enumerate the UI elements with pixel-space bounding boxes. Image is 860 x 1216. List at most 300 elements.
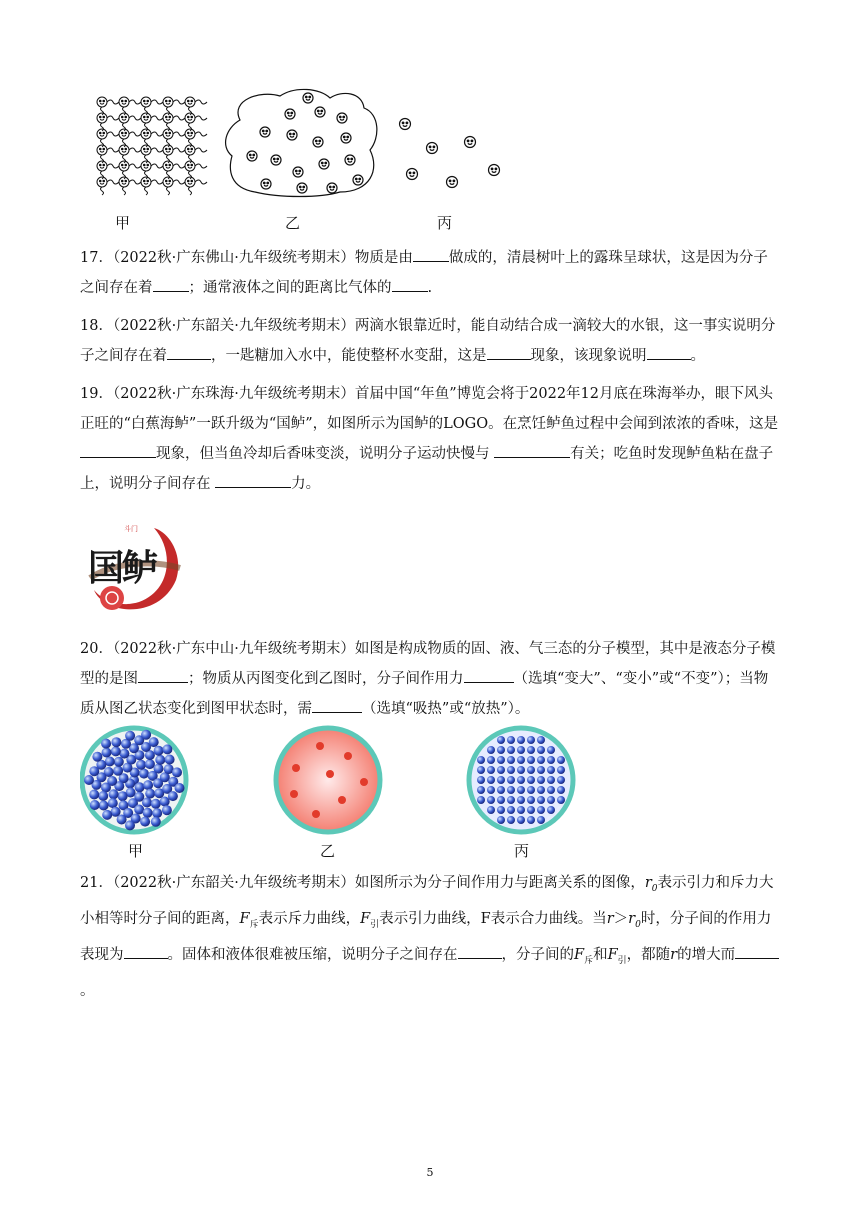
eye bbox=[125, 148, 127, 150]
question-19: 19．（2022秋·广东珠海·九年级统考期末）首届中国“年鱼”博览会将于2022年12月底在珠海举办，眼下风头正旺的“白蕉海鲈”一跃升级为“国鲈”，如图所示为国鲈的LOGO。在烹饪鲈鱼过程中会闻到浓浓的香味，这是 现象，但当鱼冷却后香味变淡，说明分子运动快慢与 有关；吃鱼时发现鲈鱼粘在盘子上，说明分子间存在 力。 bbox=[80, 386, 779, 492]
solid-molecule bbox=[497, 766, 505, 774]
liquid-molecule bbox=[90, 800, 100, 810]
bond-line bbox=[129, 100, 141, 104]
bond-line bbox=[195, 100, 207, 104]
mouth bbox=[410, 175, 414, 176]
liquid-molecule bbox=[154, 746, 164, 756]
molecule-face bbox=[489, 165, 500, 176]
eye bbox=[147, 148, 149, 150]
answer-blank[interactable] bbox=[167, 343, 211, 360]
liquid-molecule bbox=[125, 731, 135, 741]
eye bbox=[147, 100, 149, 102]
liquid-molecule bbox=[99, 801, 109, 811]
eye bbox=[99, 180, 101, 182]
bond-line bbox=[173, 100, 185, 104]
figure-label-jia: 甲 bbox=[115, 214, 131, 232]
molecule-face bbox=[341, 133, 351, 143]
question-source: 17．（2022秋·广东佛山·九年级统考期末） bbox=[80, 250, 355, 266]
eye bbox=[165, 148, 167, 150]
answer-blank[interactable] bbox=[153, 275, 189, 292]
solid-molecule bbox=[537, 736, 545, 744]
gas-molecule bbox=[338, 796, 346, 804]
solid-molecule bbox=[557, 766, 565, 774]
eye bbox=[165, 132, 167, 134]
solid-molecule bbox=[497, 756, 505, 764]
solid-molecule bbox=[547, 806, 555, 814]
solid-molecule bbox=[507, 786, 515, 794]
mouth bbox=[188, 103, 192, 104]
liquid-molecule bbox=[89, 790, 99, 800]
mouth bbox=[144, 103, 148, 104]
mouth bbox=[122, 151, 126, 152]
eye bbox=[143, 132, 145, 134]
bond-line bbox=[107, 148, 119, 152]
molecule-face bbox=[465, 137, 476, 148]
mouth bbox=[100, 135, 104, 136]
eye bbox=[169, 132, 171, 134]
molecule-face bbox=[447, 177, 458, 188]
liquid-molecule bbox=[102, 810, 112, 820]
eye bbox=[99, 116, 101, 118]
eye bbox=[187, 148, 189, 150]
bond-line bbox=[123, 187, 126, 195]
mouth bbox=[188, 151, 192, 152]
liquid-molecule bbox=[139, 769, 149, 779]
solid-molecule bbox=[487, 796, 495, 804]
bond-line bbox=[145, 155, 148, 163]
liquid-molecule bbox=[118, 791, 128, 801]
bond-line bbox=[189, 107, 192, 115]
solid-molecule bbox=[477, 756, 485, 764]
liquid-molecule bbox=[154, 764, 164, 774]
liquid-molecule bbox=[89, 766, 99, 776]
liquid-molecule bbox=[168, 791, 178, 801]
liquid-molecule bbox=[162, 744, 172, 754]
molecule-face bbox=[163, 97, 173, 107]
eye bbox=[339, 116, 341, 118]
answer-blank[interactable] bbox=[487, 343, 531, 360]
eye bbox=[267, 182, 269, 184]
eye bbox=[147, 116, 149, 118]
bond-line bbox=[151, 148, 163, 152]
bond-line bbox=[107, 180, 119, 184]
bond-line bbox=[129, 164, 141, 168]
solid-molecule bbox=[537, 806, 545, 814]
answer-blank[interactable] bbox=[80, 441, 156, 458]
eye bbox=[121, 148, 123, 150]
question-18: 18．（2022秋·广东韶关·九年级统考期末）两滴水银靠近时，能自动结合成一滴较大的水银，这一事实说明分子之间存在着 ，一匙糖加入水中，能使整杯水变甜，这是 现象，该现象说明 。 bbox=[80, 318, 776, 364]
answer-blank[interactable] bbox=[392, 275, 428, 292]
solid-molecule bbox=[537, 816, 545, 824]
bond-line bbox=[123, 139, 126, 147]
mouth bbox=[348, 161, 352, 162]
answer-blank[interactable] bbox=[464, 666, 514, 683]
solid-molecule bbox=[547, 756, 555, 764]
liquid-molecule bbox=[117, 815, 127, 825]
guolu-logo bbox=[84, 520, 184, 616]
molecule-face bbox=[327, 183, 337, 193]
molecule-face bbox=[185, 97, 195, 107]
bond-line bbox=[195, 132, 207, 136]
mouth bbox=[144, 167, 148, 168]
mouth bbox=[288, 115, 292, 116]
gas-molecule bbox=[360, 778, 368, 786]
solid-molecule bbox=[507, 806, 515, 814]
eye bbox=[471, 140, 473, 142]
solid-molecule bbox=[517, 766, 525, 774]
mouth bbox=[100, 167, 104, 168]
eye bbox=[169, 100, 171, 102]
bond-line bbox=[101, 107, 104, 115]
eye bbox=[143, 148, 145, 150]
liquid-blob-diagram bbox=[226, 89, 377, 196]
eye bbox=[347, 136, 349, 138]
eye bbox=[355, 178, 357, 180]
eye bbox=[187, 164, 189, 166]
bond-line bbox=[151, 132, 163, 136]
molecule-face bbox=[315, 107, 325, 117]
mouth bbox=[122, 119, 126, 120]
answer-blank[interactable] bbox=[215, 471, 291, 488]
bond-line bbox=[173, 164, 185, 168]
liquid-molecule bbox=[145, 759, 155, 769]
mouth bbox=[318, 113, 322, 114]
molecule-face bbox=[287, 130, 297, 140]
solid-molecule bbox=[557, 756, 565, 764]
figure-label-jia: 甲 bbox=[128, 842, 144, 860]
eye bbox=[165, 116, 167, 118]
eye bbox=[351, 158, 353, 160]
gas-molecule bbox=[326, 770, 334, 778]
bond-line bbox=[101, 187, 104, 195]
solid-molecule bbox=[557, 786, 565, 794]
gas-diagram bbox=[400, 119, 500, 188]
solid-molecule bbox=[507, 776, 515, 784]
eye bbox=[295, 170, 297, 172]
bond-line bbox=[123, 123, 126, 131]
solid-molecule bbox=[517, 786, 525, 794]
bond-line bbox=[101, 171, 104, 179]
liquid-molecule bbox=[136, 760, 146, 770]
molecule-face bbox=[303, 93, 313, 103]
liquid-molecule bbox=[119, 749, 129, 759]
eye bbox=[125, 180, 127, 182]
solid-molecule bbox=[497, 776, 505, 784]
mouth bbox=[322, 165, 326, 166]
solid-molecule bbox=[527, 736, 535, 744]
mouth bbox=[166, 151, 170, 152]
molecule-face bbox=[427, 143, 438, 154]
eye bbox=[103, 148, 105, 150]
mouth bbox=[403, 125, 407, 126]
molecule-face bbox=[337, 113, 347, 123]
solid-molecule bbox=[547, 796, 555, 804]
bond-line bbox=[151, 180, 163, 184]
solid-molecule bbox=[537, 796, 545, 804]
mouth bbox=[340, 119, 344, 120]
eye bbox=[125, 164, 127, 166]
question-20: 20．（2022秋·广东中山·九年级统考期末）如图是构成物质的固、液、气三态的分子模型，其中是液态分子模型的是图 ；物质从丙图变化到乙图时，分子间作用力 （选填“变大”、“变小”或“不变”）；当物质从图乙状态变化到图甲状态时，需 （选填“吸热”或“放热”）。 bbox=[80, 641, 776, 717]
answer-blank[interactable] bbox=[458, 942, 502, 959]
liquid-molecule bbox=[141, 730, 151, 740]
eye bbox=[165, 164, 167, 166]
eye bbox=[315, 140, 317, 142]
figure-label-yi: 乙 bbox=[285, 214, 301, 232]
solid-molecule bbox=[477, 786, 485, 794]
question-source: 21．（2022秋·广东韶关·九年级统考期末） bbox=[80, 875, 355, 891]
bond-line bbox=[145, 123, 148, 131]
mouth bbox=[290, 136, 294, 137]
mouth bbox=[144, 119, 148, 120]
eye bbox=[187, 116, 189, 118]
eye bbox=[453, 180, 455, 182]
molecule-face bbox=[97, 97, 107, 107]
solid-molecule bbox=[527, 796, 535, 804]
eye bbox=[467, 140, 469, 142]
solid-molecule bbox=[507, 746, 515, 754]
eye bbox=[103, 116, 105, 118]
solid-molecule bbox=[517, 736, 525, 744]
eye bbox=[103, 132, 105, 134]
eye bbox=[263, 182, 265, 184]
solid-molecule bbox=[557, 796, 565, 804]
liquid-molecule bbox=[114, 757, 124, 767]
liquid-molecule bbox=[165, 755, 175, 765]
bond-line bbox=[189, 187, 192, 195]
molecule-face bbox=[247, 151, 257, 161]
eye bbox=[191, 180, 193, 182]
eye bbox=[103, 164, 105, 166]
answer-blank[interactable] bbox=[312, 696, 362, 713]
bond-line bbox=[167, 187, 170, 195]
solid-molecule bbox=[497, 746, 505, 754]
eye bbox=[165, 180, 167, 182]
liquid-molecule bbox=[111, 737, 121, 747]
eye bbox=[103, 180, 105, 182]
mouth bbox=[274, 161, 278, 162]
liquid-molecule bbox=[143, 780, 153, 790]
bond-line bbox=[129, 148, 141, 152]
solid-molecule bbox=[497, 736, 505, 744]
eye bbox=[343, 116, 345, 118]
bond-line bbox=[107, 164, 119, 168]
eye bbox=[303, 186, 305, 188]
mouth bbox=[250, 157, 254, 158]
solid-molecule bbox=[527, 806, 535, 814]
bond-line bbox=[195, 148, 207, 152]
solid-molecule bbox=[477, 796, 485, 804]
question-source: 20．（2022秋·广东中山·九年级统考期末） bbox=[80, 641, 355, 657]
bond-line bbox=[189, 123, 192, 131]
solid-molecule bbox=[487, 786, 495, 794]
solid-molecule bbox=[507, 756, 515, 764]
eye bbox=[299, 170, 301, 172]
eye bbox=[147, 164, 149, 166]
eye bbox=[99, 132, 101, 134]
answer-blank[interactable] bbox=[413, 245, 449, 262]
eye bbox=[343, 136, 345, 138]
eye bbox=[99, 148, 101, 150]
bond-line bbox=[151, 164, 163, 168]
eye bbox=[121, 132, 123, 134]
states-of-matter-figure bbox=[80, 722, 580, 840]
mouth bbox=[344, 139, 348, 140]
eye bbox=[291, 112, 293, 114]
mouth bbox=[263, 133, 267, 134]
liquid-molecule bbox=[98, 791, 108, 801]
eye bbox=[191, 164, 193, 166]
answer-blank[interactable] bbox=[494, 441, 570, 458]
bond-line bbox=[195, 116, 207, 120]
molecule-face bbox=[141, 97, 151, 107]
eye bbox=[103, 100, 105, 102]
mouth bbox=[122, 135, 126, 136]
mouth bbox=[468, 143, 472, 144]
solid-molecule bbox=[487, 756, 495, 764]
mouth bbox=[188, 119, 192, 120]
eye bbox=[317, 110, 319, 112]
solid-molecule bbox=[517, 816, 525, 824]
solid-molecule bbox=[527, 756, 535, 764]
answer-blank[interactable] bbox=[735, 942, 779, 959]
eye bbox=[309, 96, 311, 98]
bond-line bbox=[129, 116, 141, 120]
mouth bbox=[188, 167, 192, 168]
solid-molecule bbox=[547, 776, 555, 784]
bond-line bbox=[101, 139, 104, 147]
answer-blank[interactable] bbox=[124, 942, 168, 959]
eye bbox=[169, 180, 171, 182]
answer-blank[interactable] bbox=[138, 666, 188, 683]
liquid-molecule bbox=[84, 775, 94, 785]
bond-line bbox=[145, 171, 148, 179]
bond-line bbox=[167, 155, 170, 163]
bond-line bbox=[189, 171, 192, 179]
solid-molecule bbox=[557, 776, 565, 784]
solid-molecule bbox=[527, 766, 535, 774]
mouth bbox=[100, 119, 104, 120]
mouth bbox=[450, 183, 454, 184]
mouth bbox=[122, 183, 126, 184]
eye bbox=[249, 154, 251, 156]
bond-line bbox=[173, 132, 185, 136]
bond-line bbox=[195, 164, 207, 168]
mouth bbox=[356, 181, 360, 182]
eye bbox=[325, 162, 327, 164]
figure-label-bing: 丙 bbox=[437, 214, 453, 232]
question-source: 19．（2022秋·广东珠海·九年级统考期末） bbox=[80, 386, 355, 402]
liquid-molecule bbox=[108, 798, 118, 808]
eye bbox=[121, 164, 123, 166]
solid-molecule bbox=[537, 756, 545, 764]
solid-molecule bbox=[487, 766, 495, 774]
liquid-molecule bbox=[142, 798, 152, 808]
question-17: 17．（2022秋·广东佛山·九年级统考期末）物质是由 做成的，清晨树叶上的露珠呈球状，这是因为分子之间存在着 ；通常液体之间的距离比气体的 . bbox=[80, 243, 782, 303]
eye bbox=[321, 110, 323, 112]
mouth bbox=[296, 173, 300, 174]
solid-molecule bbox=[547, 746, 555, 754]
liquid-state-model bbox=[82, 728, 186, 832]
eye bbox=[402, 122, 404, 124]
eye bbox=[359, 178, 361, 180]
liquid-molecule bbox=[125, 820, 135, 830]
bond-line bbox=[129, 180, 141, 184]
gas-molecule bbox=[292, 764, 300, 772]
solid-molecule bbox=[497, 806, 505, 814]
eye bbox=[289, 133, 291, 135]
eye bbox=[191, 116, 193, 118]
molecule-face bbox=[319, 159, 329, 169]
eye bbox=[409, 172, 411, 174]
bond-line bbox=[167, 171, 170, 179]
bond-line bbox=[107, 100, 119, 104]
eye bbox=[321, 162, 323, 164]
liquid-molecule bbox=[101, 739, 111, 749]
eye bbox=[449, 180, 451, 182]
bond-line bbox=[167, 107, 170, 115]
eye bbox=[125, 132, 127, 134]
eye bbox=[266, 130, 268, 132]
liquid-molecule bbox=[175, 783, 185, 793]
molecule-face bbox=[297, 183, 307, 193]
molecule-face bbox=[271, 155, 281, 165]
figure-label-yi: 乙 bbox=[320, 842, 336, 860]
eye bbox=[191, 148, 193, 150]
liquid-molecule bbox=[149, 737, 159, 747]
bond-line bbox=[129, 132, 141, 136]
eye bbox=[147, 180, 149, 182]
solid-molecule bbox=[487, 746, 495, 754]
bond-line bbox=[151, 116, 163, 120]
bond-line bbox=[151, 100, 163, 104]
eye bbox=[406, 122, 408, 124]
eye bbox=[121, 100, 123, 102]
mouth bbox=[100, 151, 104, 152]
page-number: 5 bbox=[426, 1166, 434, 1179]
gas-molecule bbox=[344, 752, 352, 760]
mouth bbox=[100, 103, 104, 104]
eye bbox=[293, 133, 295, 135]
eye bbox=[333, 186, 335, 188]
mouth bbox=[316, 143, 320, 144]
solid-molecule bbox=[517, 806, 525, 814]
liquid-molecule bbox=[151, 817, 161, 827]
mouth bbox=[144, 135, 148, 136]
solid-molecule bbox=[537, 776, 545, 784]
mouth bbox=[100, 183, 104, 184]
eye bbox=[262, 130, 264, 132]
solid-molecule bbox=[477, 776, 485, 784]
eye bbox=[347, 158, 349, 160]
bond-line bbox=[123, 107, 126, 115]
molecule-face bbox=[407, 169, 418, 180]
answer-blank[interactable] bbox=[647, 343, 691, 360]
mouth bbox=[122, 103, 126, 104]
molecule-face bbox=[313, 137, 323, 147]
liquid-molecule bbox=[101, 783, 111, 793]
solid-molecule bbox=[527, 786, 535, 794]
bond-line bbox=[195, 180, 207, 184]
mouth bbox=[188, 183, 192, 184]
gas-state-model bbox=[276, 728, 380, 832]
eye bbox=[169, 164, 171, 166]
mouth bbox=[430, 149, 434, 150]
solid-molecule bbox=[537, 766, 545, 774]
logo-text: 国鲈 bbox=[88, 548, 157, 589]
liquid-molecule bbox=[111, 746, 121, 756]
bond-line bbox=[123, 171, 126, 179]
liquid-molecule bbox=[92, 752, 102, 762]
